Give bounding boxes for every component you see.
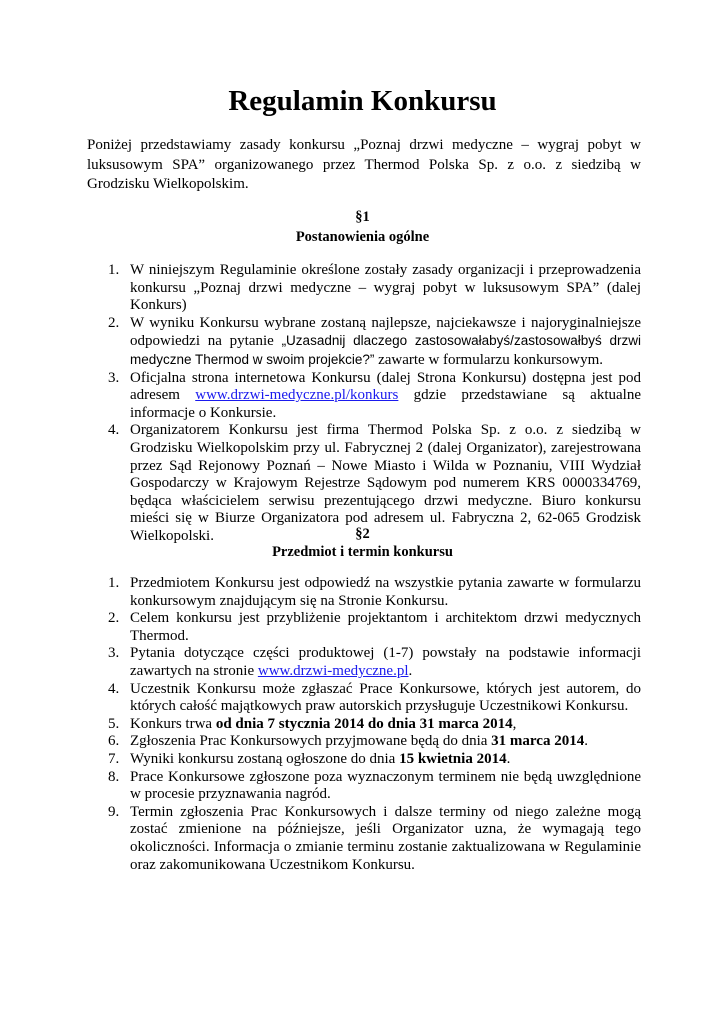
website-link[interactable]: www.drzwi-medyczne.pl [257,662,409,679]
submission-deadline: 31 marca 2014 [491,733,585,750]
list-item-text: Konkurs trwa [130,715,216,732]
list-item-number: 2. [108,314,120,331]
list-item-text: Pytania dotyczące części produktowej (1-7) powstały na podstawie informacji zawartych na stronie [130,645,641,679]
list-item-text: zawarte w formularzu konkursowym. [374,351,604,368]
list-item-number: 7. [108,750,120,767]
contest-page-link[interactable]: www.drzwi-medyczne.pl/konkurs [195,387,399,404]
list-item-text: gdzie przedstawiane są aktualne informacje o Konkursie. [130,387,641,421]
list-item [87,262,641,315]
list-item [87,716,641,734]
results-date: 15 kwietnia 2014 [399,750,507,767]
list-item-number: 1. [108,575,120,591]
list-item [87,733,641,751]
list-item [87,804,641,874]
list-item-number: 9. [108,803,120,820]
list-item-text: , [512,715,517,732]
list-item [87,370,641,423]
list-item-text: W niniejszym Regulaminie określone zostały zasady organizacji i przeprowadzenia konkursu „Poznaj drzwi medyczne – wygraj pobyt w luksusowym SPA” (dalej Konkurs) [130,262,641,314]
list-item-number: 5. [108,715,120,732]
list-item-number: 2. [108,610,120,627]
list-item [87,769,641,804]
document-title: Regulamin Konkursu [228,85,497,117]
list-item-text: . [506,750,511,767]
list-item-text: W wyniku Konkursu wybrane zostaną najlepsze, najciekawsze i najoryginalniejsze odpowiedzi na pytanie [130,314,641,350]
list-item-text: Celem konkursu jest przybliżenie projektantom i architektom drzwi medycznych Thermod. [130,610,641,644]
list-item [87,315,641,370]
section-1-heading: Postanowienia ogólne [295,229,430,245]
section-2-heading: Przedmiot i termin konkursu [272,544,453,560]
list-item-number: 3. [108,645,120,662]
list-item-number: 1. [108,262,120,278]
section-2-number: §2 [355,526,370,542]
list-item-number: 6. [108,733,120,750]
list-item-text: Termin zgłoszenia Prac Konkursowych i dalsze terminy od niego zależne mogą zostać zmienione na późniejsze, jeśli Organizator uzna, że wymagają tego okoliczności. Informacja o zmianie terminu zostanie zaktualizowana w Regulaminie oraz zakomunikowana Uczestnikom Konkursu. [130,803,641,873]
list-item-text: . [584,733,588,750]
contest-question: „Uzasadnij dlaczego zastosowałabyś/zastosowałbyś drzwi medyczne Thermod w swoim projekcie?” [130,333,641,367]
list-item-number: 3. [108,369,120,386]
list-item-number: 8. [108,768,120,785]
list-item-text: Wyniki konkursu zostaną ogłoszone do dnia [130,750,400,767]
intro-paragraph: Poniżej przedstawiamy zasady konkursu „Poznaj drzwi medyczne – wygraj pobyt w luksusowym SPA” organizowanego przez Thermod Polska Sp. z o.o. z siedzibą w Grodzisku Wielkopolskim. [87,137,641,192]
list-item [87,610,641,645]
list-item [87,681,641,716]
list-item-text: Zgłoszenia Prac Konkursowych przyjmowane będą do dnia [130,733,492,750]
section-1-list [87,262,641,546]
list-item-text: Organizatorem Konkursu jest firma Thermod Polska Sp. z o.o. z siedzibą w Grodzisku Wielkopolskim przy ul. Fabrycznej 2 (dalej Organizator), zarejestrowana przez Sąd Rejonowy Poznań – Nowe Miasto i Wilda w Poznaniu, VIII Wydział Gospodarczy w Krajowym Rejestrze Sądowym pod numerem KRS 0000334769, będąca właścicielem serwisu prezentującego drzwi medyczne. Biuro konkursu mieści się w Biurze Organizatora pod adresem ul. Fabryczna 2, 62-065 Grodzisk Wielkopolski. [130,422,641,544]
list-item [87,645,641,680]
list-item [87,575,641,610]
list-item-number: 4. [108,422,120,439]
contest-period: od dnia 7 stycznia 2014 do dnia 31 marca 2014 [215,715,513,732]
section-1-number: §1 [355,209,370,225]
list-item [87,751,641,769]
section-2-list [87,575,641,874]
list-item-number: 4. [108,680,120,697]
list-item-text: . [408,662,413,679]
list-item-text: Oficjalna strona internetowa Konkursu (dalej Strona Konkursu) dostępna jest pod adresem [130,369,641,404]
list-item-text: Uczestnik Konkursu może zgłaszać Prace Konkursowe, których jest autorem, do których całość majątkowych praw autorskich przysługuje Uczestnikowi Konkursu. [130,680,641,715]
list-item-text: Przedmiotem Konkursu jest odpowiedź na wszystkie pytania zawarte w formularzu konkursowym znajdującym się na Stronie Konkursu. [130,575,641,609]
list-item-text: Prace Konkursowe zgłoszone poza wyznaczonym terminem nie będą uwzględnione w procesie przyznawania nagród. [130,768,641,803]
